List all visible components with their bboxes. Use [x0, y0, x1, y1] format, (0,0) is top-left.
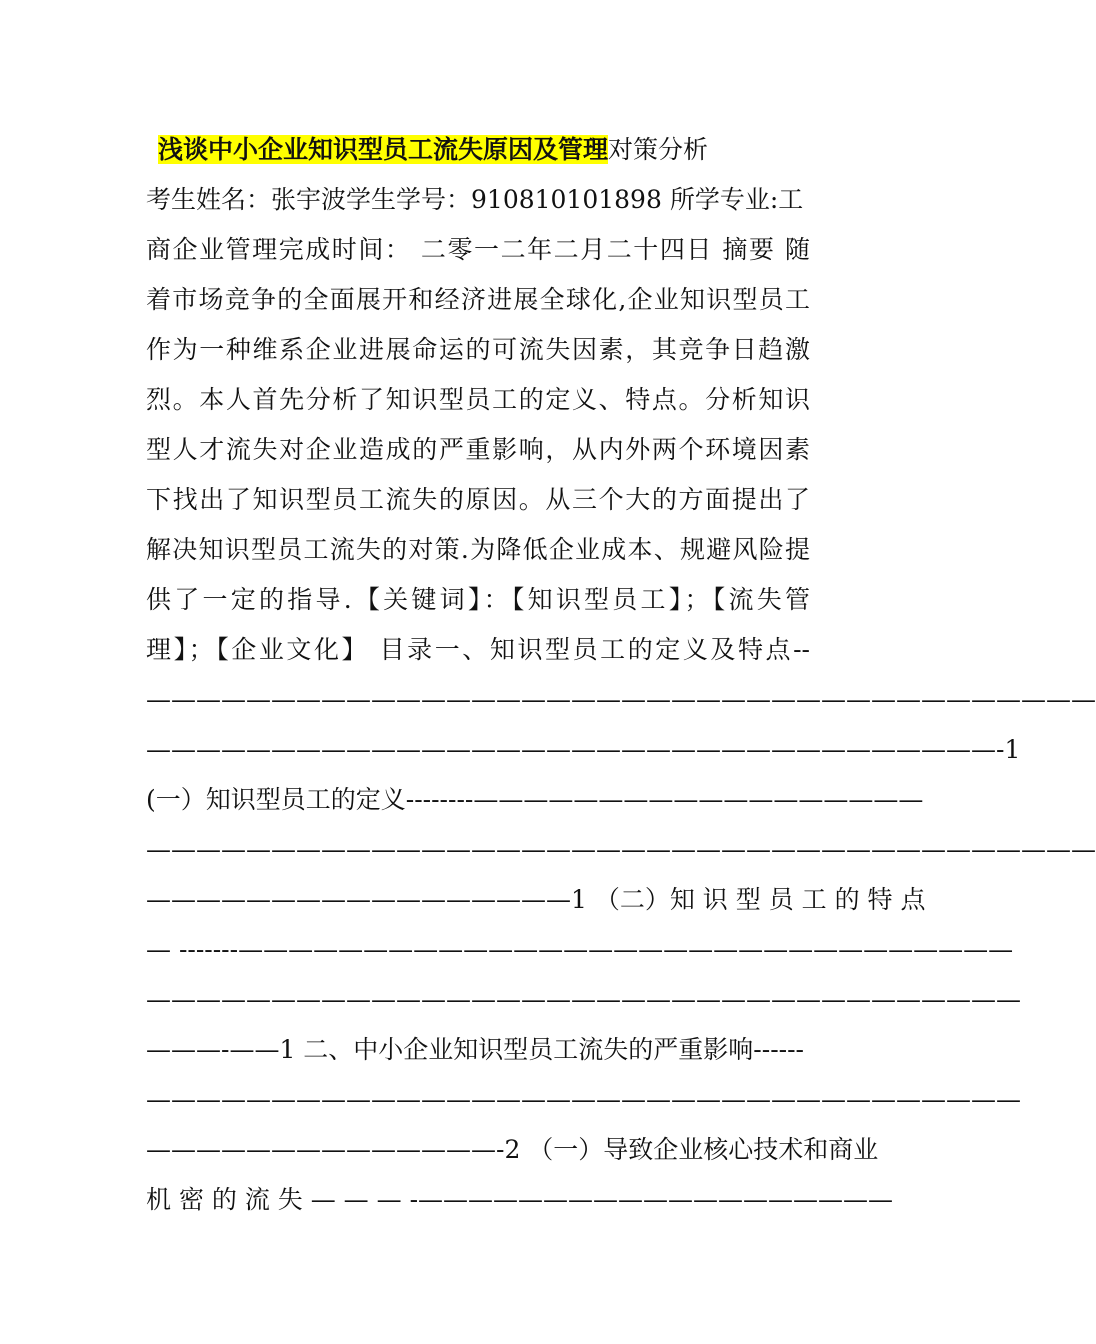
body-line: 下找出了知识型员工流失的原因。从三个大的方面提出了: [146, 485, 810, 514]
toc-entry-line: ——————————————-2 （一）导致企业核心技术和商业: [146, 1135, 879, 1164]
body-line: 考生姓名：张宇波学生学号：910810101898 所学专业:工: [146, 185, 804, 214]
toc-entry-line: ———-——1 二、中小企业知识型员工流失的严重影响------: [146, 1035, 804, 1064]
toc-entry-line: (一）知识型员工的定义--------——————————————————: [146, 785, 924, 814]
toc-leader-line: ———————————————————————————————————: [146, 1085, 1021, 1114]
body-line: 供了一定的指导.【关键词】：【知识型员工】；【流失管: [146, 585, 810, 614]
highlighted-title-text: 浅谈中小企业知识型员工流失原因及管理: [158, 135, 609, 164]
title-rest-text: 对策分析: [608, 135, 709, 164]
toc-entry-line: —————————————————1 （二）知 识 型 员 工 的 特 点: [146, 885, 926, 914]
body-line: 商企业管理完成时间： 二零一二年二月二十四日 摘要 随: [146, 235, 810, 264]
body-line: 作为一种维系企业进展命运的可流失因素，其竞争日趋激: [146, 335, 810, 364]
toc-leader-line: — -------———————————————————————————————: [146, 935, 1014, 964]
toc-leader-line: ——————————————————————————————————————: [146, 685, 1096, 714]
document-title: [158, 131, 708, 169]
body-line: 着市场竞争的全面展开和经济进展全球化,企业知识型员工: [146, 285, 810, 314]
body-line: 解决知识型员工流失的对策.为降低企业成本、规避风险提: [146, 535, 810, 564]
body-line: 烈。本人首先分析了知识型员工的定义、特点。分析知识: [146, 385, 810, 414]
toc-entry-line: 机 密 的 流 失 — — — -———————————————————: [146, 1185, 894, 1214]
toc-leader-line: ———————————————————————————————————: [146, 985, 1021, 1014]
body-line: 型人才流失对企业造成的严重影响，从内外两个环境因素: [146, 435, 810, 464]
toc-leader-line: ——————————————————————————————————-1: [146, 735, 1021, 764]
toc-leader-line: ——————————————————————————————————————: [146, 835, 1096, 864]
body-line: 理】；【企业文化】 目录一、知识型员工的定义及特点--: [146, 635, 810, 664]
